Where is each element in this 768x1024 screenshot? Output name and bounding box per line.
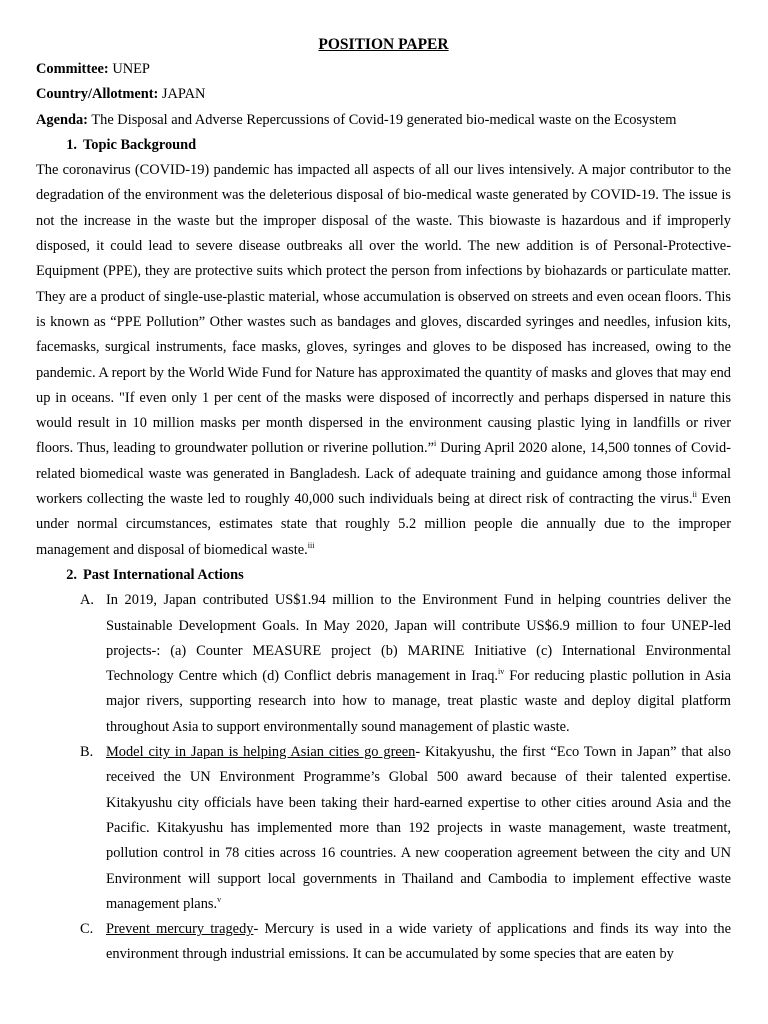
- list-item-text: - Kitakyushu, the first “Eco Town in Japan” that also received the UN Environment Programme’s Global 500 award because of their talented expertise. Kitakyushu city officials have been taking their hard-earned expertise to other cities around Asia and the Pacific. Kitakyushu has implemented more than 192 projects in waste management, waste treatment, pollution control in 78 cities across 16 countries. A new cooperation agreement between the city and UN Environment will support local governments in Thailand and Cambodia to implement effective waste management plans.: [106, 744, 731, 912]
- footnote-ref: iii: [307, 540, 315, 550]
- section-number: 1.: [66, 136, 77, 153]
- list-item-text: In 2019, Japan contributed US$1.94 million to the Environment Fund in helping countries deliver the Sustainable Development Goals. In May 2020, Japan will contribute US$6.9 million to four UNEP-led projects-: (a) Counter MEASURE project (b) MARINE Initiative (c) International Environmental Technology Centre which (d) Conflict debris management in Iraq.: [106, 592, 731, 685]
- list-item-letter: A.: [80, 592, 94, 609]
- list-item-text: For reducing plastic pollution in Asia major rivers, supporting research into how to manage, treat plastic waste and deploy digital platform throughout Asia to support environmentally sound management of plastic waste.: [106, 668, 731, 735]
- section-title: Past International Actions: [83, 566, 244, 583]
- agenda-value: The Disposal and Adverse Repercussions of Covid-19 generated bio-medical waste on the Ecosystem: [91, 111, 677, 128]
- committee-line: [36, 57, 731, 82]
- list-item-underlined-title: Model city in Japan is helping Asian cities go green: [106, 744, 416, 761]
- topic-background-paragraph: [36, 158, 731, 563]
- section-heading-past-actions: [36, 563, 731, 588]
- agenda-line: [36, 108, 731, 133]
- list-item-letter: C.: [80, 921, 94, 938]
- section-title: Topic Background: [83, 136, 197, 153]
- committee-label: Committee:: [36, 61, 109, 77]
- agenda-label: Agenda:: [36, 111, 88, 128]
- footnote-ref: v: [217, 895, 222, 904]
- list-item-underlined-title: Prevent mercury tragedy: [106, 921, 254, 938]
- section-heading-topic-background: [36, 133, 731, 158]
- past-actions-list: [36, 588, 731, 967]
- paragraph-text: Even under normal circumstances, estimates state that roughly 5.2 million people die annually due to the improper management and disposal of biomedical waste.: [36, 491, 731, 558]
- country-line: [36, 82, 731, 107]
- committee-value: UNEP: [112, 61, 150, 77]
- list-item: [36, 917, 731, 968]
- country-value: JAPAN: [161, 86, 206, 103]
- list-item: [36, 588, 731, 740]
- footnote-ref: ii: [692, 490, 697, 500]
- list-item-text: - Mercury is used in a wide variety of applications and finds its way into the environment through industrial emissions. It can be accumulated by some species that are eaten by: [106, 921, 731, 963]
- page-title: POSITION PAPER: [318, 36, 449, 53]
- footnote-ref: iv: [498, 667, 505, 677]
- paragraph-text: The coronavirus (COVID-19) pandemic has impacted all aspects of all our lives intensively. A major contributor to the degradation of the environment was the deleterious disposal of bio-medical waste generated by COVID-19. The issue is not the increase in the waste but the improper disposal of the waste. This biowaste is hazardous and if improperly disposed, it could lead to severe disease outbreaks all over the world. The new addition is of Personal-Protective-Equipment (PPE), they are protective suits which protect the person from infections by biohazards or particulate matter. They are a product of single-use-plastic material, whose accumulation is observed on streets and even ocean floors. This is known as “PPE Pollution” Other wastes such as bandages and gloves, discarded syringes and needles, infusion kits, facemasks, surgical instruments, face masks, gloves, syringes and gloves to be disposed has increased, owing to the pandemic. A report by the World Wide Fund for Nature has approximated the quantity of masks and gloves that may end up in oceans. "If even only 1 per cent of the masks were disposed of incorrectly and perhaps dispersed in nature this would result in 10 million masks per month dispersed in the environment causing plastic lying in landfills or river floors. Thus, leading to groundwater pollution or riverine pollution.”: [36, 162, 731, 457]
- document-page: [36, 32, 731, 968]
- country-label: Country/Allotment:: [36, 86, 159, 103]
- list-item-letter: B.: [80, 744, 94, 761]
- footnote-ref: i: [433, 439, 437, 449]
- section-number: 2.: [66, 566, 77, 583]
- list-item: [36, 740, 731, 917]
- paragraph-text: During April 2020 alone, 14,500 tonnes of Covid-related biomedical waste was generated in Bangladesh. Lack of adequate training and guidance among those informal workers collecting the waste led to roughly 40,000 such individuals being at direct risk of contracting the virus.: [36, 440, 731, 508]
